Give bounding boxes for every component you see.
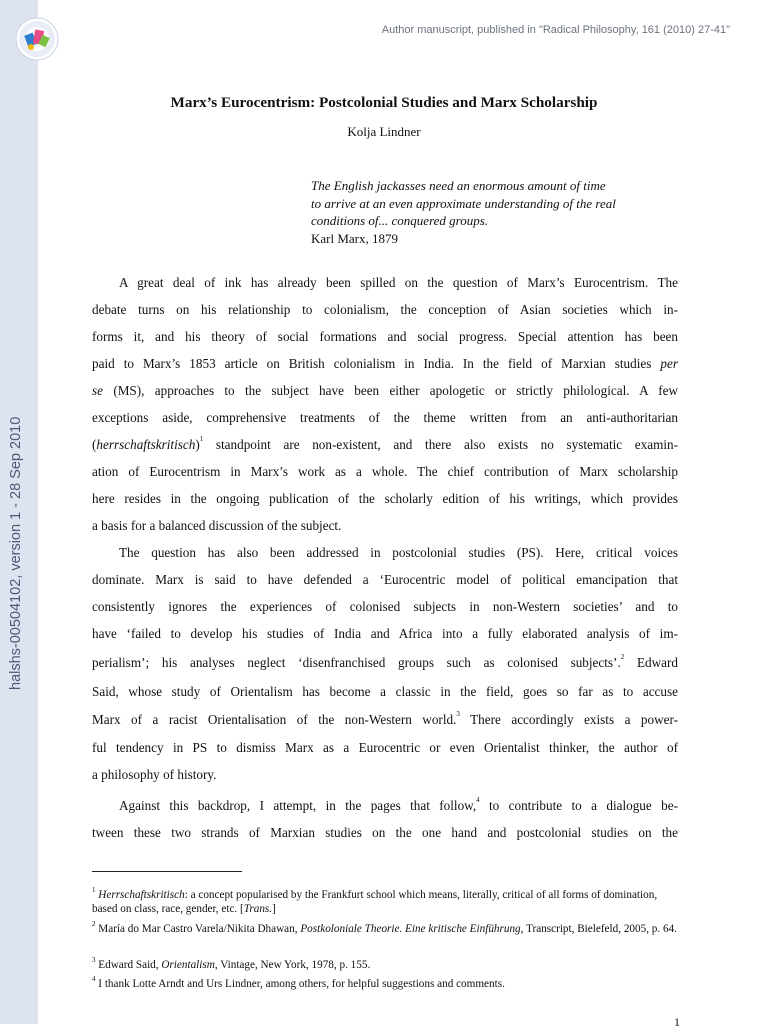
body-line: A great deal of ink has already been spilled on the question of Marx’s Eurocentrism. The [119,275,678,290]
body-line: exceptions aside, comprehensive treatments of the theme written from an anti-authoritarian [92,410,678,425]
body-line: consistently ignores the experiences of colonised subjects in non-Western societies’ and to [92,599,678,614]
body-line: forms it, and his theory of social formations and social progress. Special attention has been [92,329,678,344]
footnote-1: $^1$ Herrschaftskritisch: a concept popularised by the Frankfurt school which means, literally, critical of all forms of domination, based on class, race, gender, etc. [Trans.] [92,886,658,915]
body-line: perialism’; his analyses neglect ‘disenfranchised groups such as colonised subjects’.$^2$ Edward [92,653,678,670]
body-line: (herrschaftskritisch)$^1$ standpoint are non-existent, and there also exists no systematic examin- [92,435,678,452]
body-line: se (MS), approaches to the subject have been either apologetic or strictly philological. A few [92,383,678,398]
body-line: a philosophy of history. [92,767,217,782]
footnote-3: $^3$ Edward Said, Orientalism, Vintage, New York, 1978, p. 155. [92,956,371,971]
body-line: dominate. Marx is said to have defended a ‘Eurocentric model of political emancipation that [92,572,678,587]
article-title: Marx’s Eurocentrism: Postcolonial Studies and Marx Scholarship [170,94,598,111]
body-line: debate turns on his relationship to colonialism, the conception of Asian societies which in- [92,302,678,317]
epigraph-line: conditions of... conquered groups. [311,213,489,229]
hal-archive-logo-icon [14,16,60,62]
article-author: Kolja Lindner [347,124,421,139]
body-line: tween these two strands of Marxian studies on the one hand and postcolonial studies on the [92,825,678,840]
epigraph [311,177,681,247]
epigraph-line: The English jackasses need an enormous amount of time [311,178,606,193]
body-line: Said, whose study of Orientalism has become a classic in the field, goes so far as to accuse [92,684,678,699]
footnote-divider [92,871,242,872]
page-number: 1 [674,1015,680,1029]
footnote-2: $^2$ María do Mar Castro Varela/Nikita Dhawan, Postkoloniale Theorie. Eine kritische Einführung, Transcript, Bielefeld, 2005, p. 64. [92,920,677,935]
epigraph-line: to arrive at an even approximate understanding of the real [311,195,616,211]
archive-stamp: halshs-00504102, version 1 - 28 Sep 2010 [8,416,24,690]
footnote-4: $^4$ I thank Lotte Arndt and Urs Lindner, among others, for helpful suggestions and comments. [92,975,505,990]
body-line: paid to Marx’s 1853 article on British colonialism in India. In the field of Marxian studies per [92,356,678,371]
epigraph-attribution: Karl Marx, 1879 [311,230,399,246]
body-line: have ‘failed to develop his studies of India and Africa into a fully elaborated analysis of im- [92,626,678,641]
body-line: ful tendency in PS to dismiss Marx as a Eurocentric or even Orientalist thinker, the author of [92,740,678,755]
body-line: Marx of a racist Orientalisation of the non-Western world.$^3$ There accordingly exists a power- [92,710,678,727]
body-line: The question has also been addressed in postcolonial studies (PS). Here, critical voices [119,545,678,560]
manuscript-note: Author manuscript, published in "Radical Philosophy, 161 (2010) 27-41" [381,24,730,36]
body-line: here resides in the ongoing publication of the scholarly edition of his writings, which provides [92,491,678,506]
body-line: Against this backdrop, I attempt, in the pages that follow,$^4$ to contribute to a dialogue be- [119,796,678,813]
body-line: a basis for a balanced discussion of the subject. [92,518,342,533]
body-line: ation of Eurocentrism in Marx’s work as a whole. The chief contribution of Marx scholarship [92,464,678,479]
